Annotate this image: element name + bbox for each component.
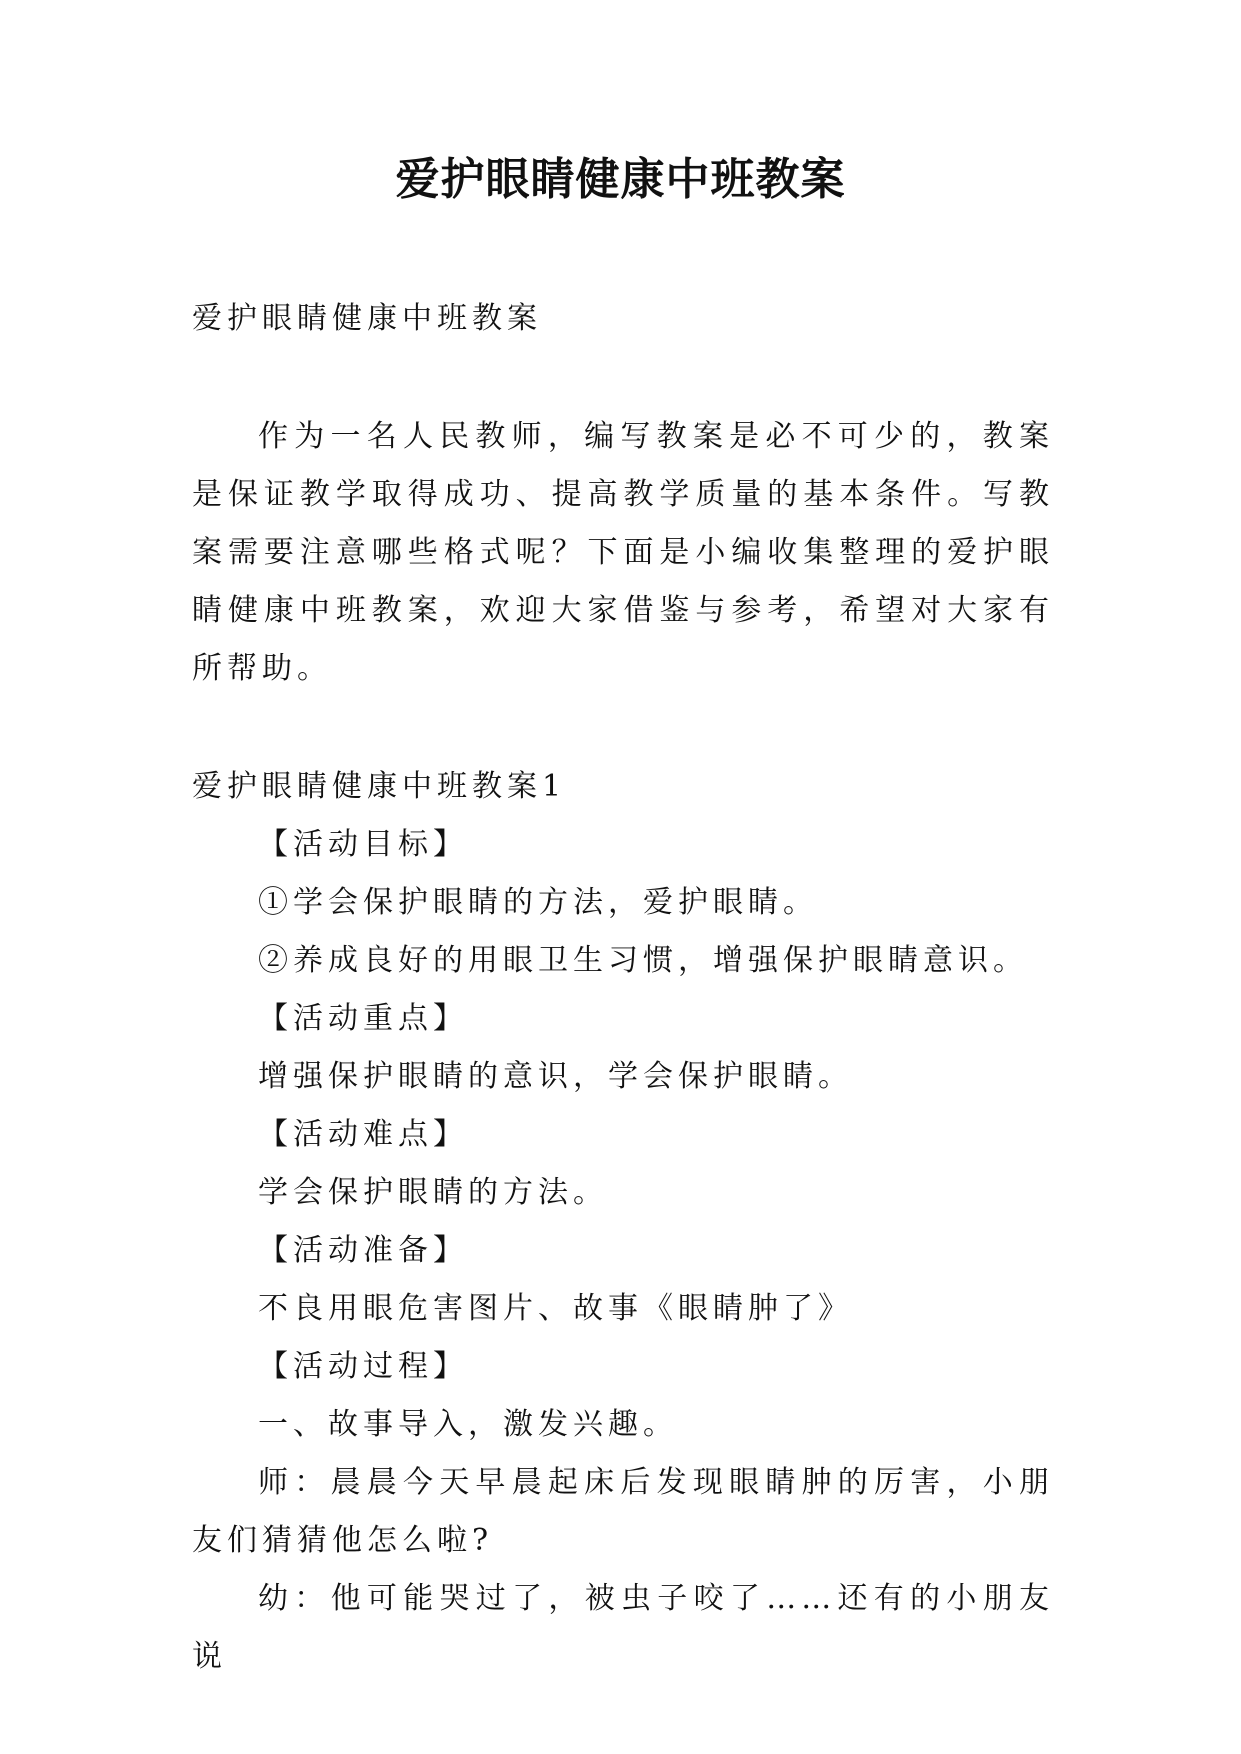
goals-heading: 【活动目标】 [258,827,468,862]
goal-item-1: ①学会保护眼睛的方法，爱护眼睛。 [258,885,818,920]
document-title: 爱护眼睛健康中班教案 [395,154,846,205]
key-text: 增强保护眼睛的意识，学会保护眼睛。 [258,1059,853,1094]
child-line: 幼：他可能哭过了，被虫子咬了……还有的小朋友说 [192,1581,1054,1674]
difficulty-heading: 【活动难点】 [258,1117,468,1152]
process-heading: 【活动过程】 [258,1349,468,1384]
difficulty-text: 学会保护眼睛的方法。 [258,1175,608,1210]
prep-text: 不良用眼危害图片、故事《眼睛肿了》 [258,1291,853,1326]
document-subtitle: 爱护眼睛健康中班教案 [192,301,542,336]
goal-item-2: ②养成良好的用眼卫生习惯，增强保护眼睛意识。 [258,943,1028,978]
process-step-1: 一、故事导入，激发兴趣。 [258,1407,678,1442]
section-title: 爱护眼睛健康中班教案1 [192,769,567,804]
teacher-line: 师：晨晨今天早晨起床后发现眼睛肿的厉害，小朋友们猜猜他怎么啦? [192,1465,1054,1558]
key-heading: 【活动重点】 [258,1001,468,1036]
document-body [192,290,1054,1686]
intro-paragraph: 作为一名人民教师，编写教案是必不可少的，教案是保证教学取得成功、提高教学质量的基本条件。写教案需要注意哪些格式呢？下面是小编收集整理的爱护眼睛健康中班教案，欢迎大家借鉴与参考，希望对大家有所帮助。 [192,419,1054,686]
prep-heading: 【活动准备】 [258,1233,468,1268]
